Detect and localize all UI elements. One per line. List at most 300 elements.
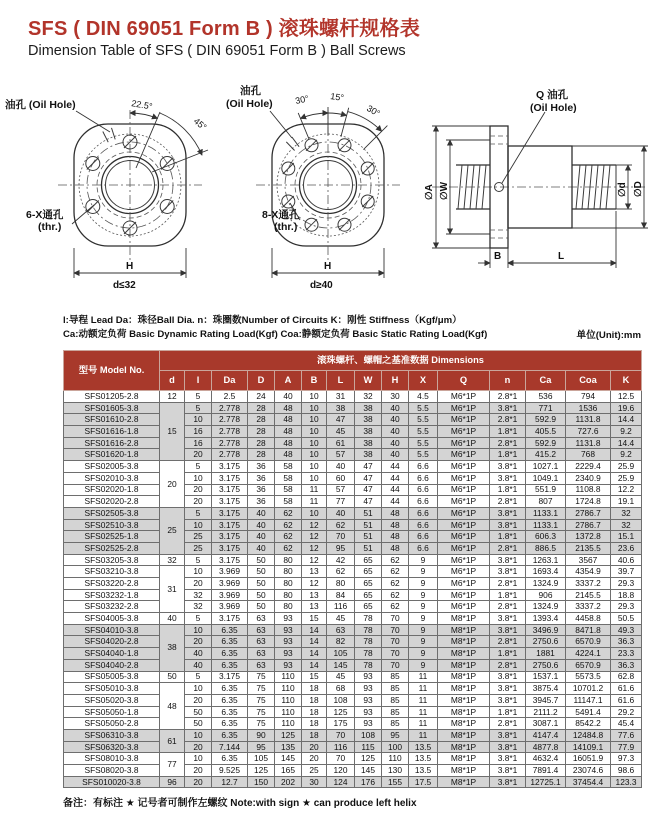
value-cell: 3.969 [212,578,248,590]
value-cell: 3496.9 [526,624,566,636]
value-cell: M8*1P [438,706,490,718]
value-cell: 60 [327,472,355,484]
value-cell: 145 [275,753,302,765]
value-cell: 47 [355,461,382,473]
value-cell: 97.3 [611,753,642,765]
value-cell: 10 [302,449,327,461]
value-cell: 11 [409,729,438,741]
value-cell: 51 [355,531,382,543]
value-cell: 5 [185,391,212,403]
value-cell: 6.35 [212,729,248,741]
value-cell: 3.8*1 [490,694,526,706]
value-cell: 6.35 [212,659,248,671]
value-cell: 38 [355,426,382,438]
col-header-l: l [185,371,212,391]
value-cell: 1324.9 [526,601,566,613]
value-cell: 11 [409,718,438,730]
spec-table-body [64,391,642,788]
value-cell: 145 [327,659,355,671]
value-cell: 18 [302,694,327,706]
value-cell: 5 [185,613,212,625]
value-cell: 93 [275,636,302,648]
value-cell: 93 [355,694,382,706]
value-cell: 2.8*1 [490,578,526,590]
value-cell: 40 [248,507,275,519]
model-cell: SFS01616-1.8 [64,426,160,438]
col-header-b: B [302,371,327,391]
value-cell: 6.35 [212,706,248,718]
value-cell: 3567 [566,554,611,566]
value-cell: 20 [185,449,212,461]
value-cell: 1133.1 [526,507,566,519]
value-cell: 18 [302,706,327,718]
value-cell: 1.8*1 [490,706,526,718]
value-cell: 75 [248,706,275,718]
value-cell: 58 [275,484,302,496]
value-cell: 9 [409,566,438,578]
value-cell: 10 [302,391,327,403]
front-view-8hole-diagram [226,84,400,291]
value-cell: 120 [327,765,355,777]
value-cell: 40 [327,507,355,519]
page-title: SFS ( DIN 69051 Form B ) 滚珠螺杆规格表 [28,18,421,40]
value-cell: 100 [382,741,409,753]
value-cell: 9 [409,659,438,671]
value-cell: 77.9 [611,741,642,753]
value-cell: 1.8*1 [490,531,526,543]
col-header-h: H [382,371,409,391]
value-cell: 11147.1 [566,694,611,706]
col-header-q: Q [438,371,490,391]
value-cell: 29.3 [611,601,642,613]
value-cell: 84 [327,589,355,601]
value-cell: 48 [275,449,302,461]
value-cell: 40 [382,449,409,461]
table-row [64,472,642,484]
value-cell: M6*1P [438,507,490,519]
value-cell: 6.6 [409,531,438,543]
value-cell: 3.175 [212,519,248,531]
value-cell: M6*1P [438,601,490,613]
thru-holes-sub-mid: (thr.) [274,221,298,233]
value-cell: M6*1P [438,554,490,566]
value-cell: 110 [275,718,302,730]
value-cell: 9 [409,613,438,625]
value-cell: 62 [382,554,409,566]
value-cell: 62.8 [611,671,642,683]
value-cell: M6*1P [438,484,490,496]
value-cell: M8*1P [438,648,490,660]
value-cell: 44 [382,484,409,496]
value-cell: 2111.2 [526,706,566,718]
col-header-d: D [248,371,275,391]
value-cell: 24 [248,391,275,403]
value-cell: 6.35 [212,753,248,765]
angle-15-label: 15° [329,91,345,103]
value-cell: 50 [248,578,275,590]
model-cell: SFS010020-3.8 [64,776,160,788]
value-cell: 2786.7 [566,519,611,531]
value-cell: 70 [327,729,355,741]
value-cell: 48 [275,414,302,426]
value-cell: 10 [302,414,327,426]
value-cell: 40 [382,426,409,438]
value-cell: 13.5 [409,753,438,765]
model-cell: SFS08010-3.8 [64,753,160,765]
table-row [64,683,642,695]
value-cell: 2.8*1 [490,659,526,671]
value-cell: 794 [566,391,611,403]
value-cell: M8*1P [438,624,490,636]
value-cell: M8*1P [438,613,490,625]
value-cell: 12 [302,554,327,566]
table-row [64,613,642,625]
value-cell: 32 [185,589,212,601]
angle-30-left-label: 30° [294,93,310,106]
value-cell: 2.8*1 [490,391,526,403]
model-cell: SFS02525-2.8 [64,542,160,554]
value-cell: 25.9 [611,472,642,484]
value-cell: 51 [355,519,382,531]
oil-hole-sub-side: (Oil Hole) [530,102,577,114]
value-cell: 44 [382,472,409,484]
value-cell: 14 [302,659,327,671]
value-cell: 20 [185,484,212,496]
value-cell: 2.8*1 [490,601,526,613]
value-cell: 61.6 [611,683,642,695]
value-cell: 1263.1 [526,554,566,566]
value-cell: 10 [185,753,212,765]
value-cell: 80 [275,578,302,590]
value-cell: 85 [382,683,409,695]
value-cell: M6*1P [438,496,490,508]
value-cell: 12.5 [611,391,642,403]
value-cell: 63 [248,613,275,625]
value-cell: 40 [382,414,409,426]
value-cell: 606.3 [526,531,566,543]
model-no-header: 型号 Model No. [64,351,160,391]
table-row [64,496,642,508]
value-cell: M6*1P [438,426,490,438]
value-cell: 75 [248,694,275,706]
value-cell: 4354.9 [566,566,611,578]
value-cell: 105 [327,648,355,660]
value-cell: M6*1P [438,566,490,578]
value-cell: M8*1P [438,659,490,671]
value-cell: 11 [409,706,438,718]
value-cell: 14 [302,636,327,648]
value-cell: 5.5 [409,414,438,426]
model-cell: SFS02010-3.8 [64,472,160,484]
value-cell: 2.778 [212,449,248,461]
table-row [64,426,642,438]
value-cell: 3.8*1 [490,461,526,473]
value-cell: 6.6 [409,461,438,473]
table-row [64,402,642,414]
value-cell: 37454.4 [566,776,611,788]
dia-w-label: ∅W [439,181,450,200]
value-cell: 80 [275,601,302,613]
col-header-a: A [275,371,302,391]
table-row [64,507,642,519]
value-cell: 38 [355,402,382,414]
value-cell: 48 [275,402,302,414]
value-cell: 135 [275,741,302,753]
model-cell: SFS05050-1.8 [64,706,160,718]
legend-line-1: l:导程 Lead Da：珠径Ball Dia. n：珠圈数Number of Circuits K：刚性 Stiffness（Kgf/μm） [63,315,462,326]
value-cell: 5 [185,671,212,683]
col-header-ca: Ca [526,371,566,391]
value-cell: 51 [355,542,382,554]
value-cell: 415.2 [526,449,566,461]
value-cell: 32 [185,601,212,613]
value-cell: 82 [327,636,355,648]
value-cell: 4877.8 [526,741,566,753]
value-cell: 50 [248,566,275,578]
d-group-cell: 31 [160,566,185,613]
value-cell: 50 [185,718,212,730]
value-cell: 12 [302,531,327,543]
value-cell: 7.144 [212,741,248,753]
value-cell: 9 [409,648,438,660]
value-cell: 5 [185,461,212,473]
value-cell: 61 [327,437,355,449]
value-cell: 45 [327,426,355,438]
model-cell: SFS01610-2.8 [64,414,160,426]
front-view-6hole-diagram [5,98,209,291]
dia-d-small-label: ∅d [617,182,628,197]
legend-line-2: Ca:动额定负荷 Basic Dynamic Rating Load(Kgf) Coa:静额定负荷 Basic Static Rating Load(Kgf) [63,329,488,341]
value-cell: 38 [355,449,382,461]
model-cell: SFS01205-2.8 [64,391,160,403]
value-cell: M6*1P [438,402,490,414]
value-cell: 125 [275,729,302,741]
value-cell: 15 [302,613,327,625]
value-cell: 3.8*1 [490,729,526,741]
value-cell: 20 [185,776,212,788]
value-cell: 10701.2 [566,683,611,695]
value-cell: 40 [382,402,409,414]
value-cell: 58 [275,496,302,508]
value-cell: 93 [275,648,302,660]
model-cell: SFS04020-2.8 [64,636,160,648]
value-cell: 8542.2 [566,718,611,730]
value-cell: 62 [327,519,355,531]
value-cell: 1027.1 [526,461,566,473]
table-row [64,776,642,788]
d-group-cell: 20 [160,461,185,508]
value-cell: 20 [185,694,212,706]
value-cell: 9 [409,601,438,613]
d-group-cell: 48 [160,683,185,730]
value-cell: 1.8*1 [490,449,526,461]
value-cell: 3.175 [212,613,248,625]
value-cell: 2145.5 [566,589,611,601]
value-cell: 47 [355,484,382,496]
table-row [64,741,642,753]
value-cell: 536 [526,391,566,403]
value-cell: 20 [302,741,327,753]
value-cell: 3.8*1 [490,671,526,683]
value-cell: 85 [382,694,409,706]
value-cell: 50 [248,554,275,566]
value-cell: 3.8*1 [490,472,526,484]
value-cell: 12 [302,519,327,531]
value-cell: 3087.1 [526,718,566,730]
value-cell: 48 [382,507,409,519]
value-cell: 9.525 [212,765,248,777]
value-cell: 1536 [566,402,611,414]
value-cell: M6*1P [438,461,490,473]
value-cell: 1693.4 [526,566,566,578]
value-cell: M6*1P [438,589,490,601]
value-cell: M6*1P [438,414,490,426]
table-row [64,718,642,730]
model-cell: SFS02510-3.8 [64,519,160,531]
value-cell: 32 [611,519,642,531]
table-row [64,578,642,590]
h-dim-label-mid: H [324,261,332,272]
value-cell: 6.6 [409,542,438,554]
value-cell: M8*1P [438,683,490,695]
value-cell: 36 [248,484,275,496]
value-cell: 6.35 [212,636,248,648]
value-cell: 1.8*1 [490,589,526,601]
value-cell: 5.5 [409,402,438,414]
value-cell: 68 [327,683,355,695]
table-row [64,461,642,473]
value-cell: 10 [302,426,327,438]
model-cell: SFS05050-2.8 [64,718,160,730]
value-cell: 78 [355,648,382,660]
side-view-diagram [424,88,648,268]
value-cell: 25 [185,531,212,543]
value-cell: 1.8*1 [490,648,526,660]
value-cell: 12725.1 [526,776,566,788]
value-cell: 2.8*1 [490,437,526,449]
value-cell: 36 [248,461,275,473]
value-cell: M8*1P [438,753,490,765]
value-cell: 78 [355,624,382,636]
value-cell: 7891.4 [526,765,566,777]
value-cell: M6*1P [438,578,490,590]
table-row [64,601,642,613]
value-cell: 40 [185,659,212,671]
table-row [64,624,642,636]
value-cell: 1537.1 [526,671,566,683]
value-cell: 11 [409,683,438,695]
value-cell: 6.6 [409,484,438,496]
value-cell: 15.1 [611,531,642,543]
value-cell: 3.175 [212,542,248,554]
value-cell: 9 [409,589,438,601]
oil-hole-sub-mid: (Oil Hole) [226,98,273,110]
col-header-l: L [327,371,355,391]
d-group-cell: 25 [160,507,185,554]
model-cell: SFS02005-3.8 [64,461,160,473]
value-cell: 4458.8 [566,613,611,625]
value-cell: 65 [355,578,382,590]
value-cell: 36 [248,496,275,508]
value-cell: 29.3 [611,578,642,590]
value-cell: 63 [327,624,355,636]
value-cell: 150 [248,776,275,788]
value-cell: 13 [302,566,327,578]
model-cell: SFS08020-3.8 [64,765,160,777]
table-row [64,636,642,648]
value-cell: M6*1P [438,519,490,531]
value-cell: 108 [327,694,355,706]
value-cell: 40 [275,391,302,403]
value-cell: 110 [275,671,302,683]
value-cell: 62 [275,519,302,531]
value-cell: 6.35 [212,648,248,660]
value-cell: 28 [248,414,275,426]
value-cell: 23.3 [611,648,642,660]
value-cell: 12484.8 [566,729,611,741]
value-cell: 45 [327,613,355,625]
value-cell: 40 [248,531,275,543]
value-cell: 125 [355,753,382,765]
value-cell: 13.5 [409,765,438,777]
value-cell: 2.778 [212,414,248,426]
thru-holes-label-left: 6-X通孔 [26,209,64,221]
value-cell: 10 [302,437,327,449]
table-row [64,753,642,765]
value-cell: 95 [248,741,275,753]
table-row [64,542,642,554]
value-cell: 38 [355,437,382,449]
value-cell: 165 [275,765,302,777]
value-cell: 25 [185,542,212,554]
value-cell: 93 [355,671,382,683]
col-header-x: X [409,371,438,391]
value-cell: 3.8*1 [490,753,526,765]
value-cell: 2.778 [212,402,248,414]
value-cell: 62 [327,566,355,578]
value-cell: 20 [185,765,212,777]
value-cell: 44 [382,496,409,508]
value-cell: 51 [355,507,382,519]
value-cell: 58 [275,472,302,484]
value-cell: 6.6 [409,507,438,519]
dia-d-big-label: ∅D [633,181,644,197]
value-cell: 80 [275,554,302,566]
value-cell: 2229.4 [566,461,611,473]
table-row [64,706,642,718]
value-cell: 886.5 [526,542,566,554]
value-cell: 63 [248,636,275,648]
model-cell: SFS03232-2.8 [64,601,160,613]
value-cell: 36.3 [611,636,642,648]
value-cell: 36 [248,472,275,484]
value-cell: 2.778 [212,426,248,438]
value-cell: 63 [248,659,275,671]
model-cell: SFS05020-3.8 [64,694,160,706]
value-cell: 116 [327,741,355,753]
value-cell: 3.175 [212,671,248,683]
value-cell: 14 [302,624,327,636]
dimensions-header: 滚珠螺杆、螺帽之基准数据 Dimensions [160,351,642,371]
value-cell: 14.4 [611,437,642,449]
value-cell: 40 [185,648,212,660]
value-cell: 47 [355,472,382,484]
model-cell: SFS02020-1.8 [64,484,160,496]
table-row [64,437,642,449]
value-cell: 115 [355,741,382,753]
value-cell: 80 [327,578,355,590]
value-cell: 16051.9 [566,753,611,765]
